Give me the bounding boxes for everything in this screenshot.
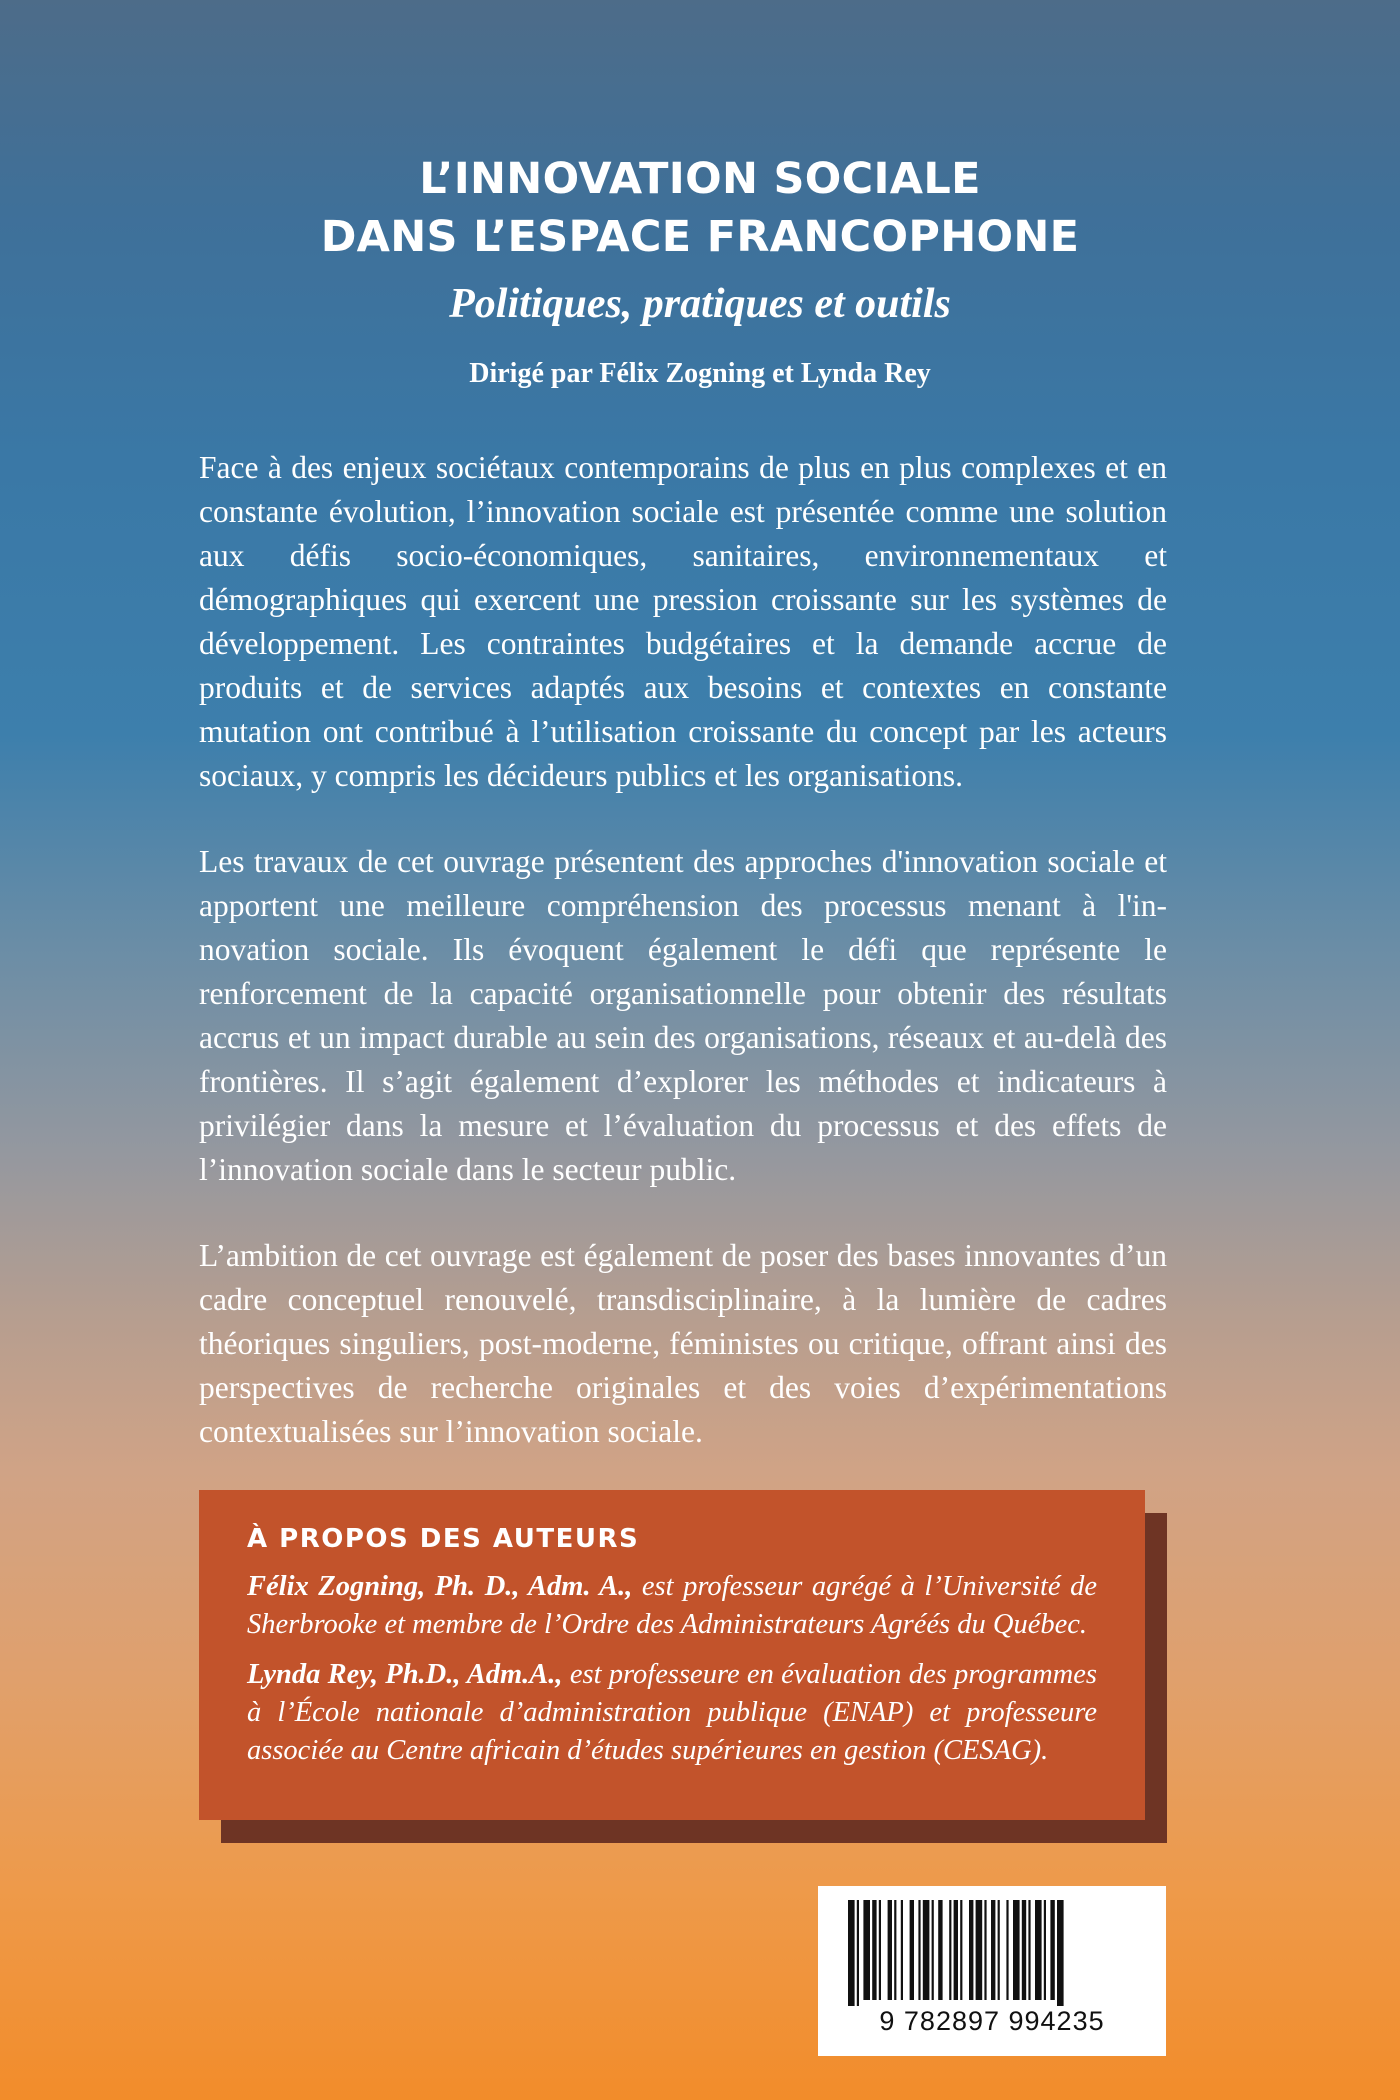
title-line-1: L’INNOVATION SOCIALE [419,154,981,204]
title-line-2: DANS L’ESPACE FRANCOPHONE [320,212,1080,262]
author-2-bio-text: est professeure en évaluation des programmes à l’École nationale d’administration publique (ENAP) et professeure associée au Centre africain d’études supérieures en gestion (CESAG). [247,1659,1097,1766]
book-subtitle: Politiques, pratiques et outils [449,281,951,327]
summary-paragraph-1: Face à des enjeux sociétaux contemporains de plus en plus complexes et en constante évolution, l’innovation sociale est présentée comme une solution aux défis socio-économiques, sanitaires, environnementaux et démographiques qui exercent une pression croissante sur les systèmes de développement. Les contraintes budgétaires et la demande accrue de produits et de services adaptés aux besoins et contextes en constante mutation ont contribué à l’utilisation croissante du concept par les acteurs sociaux, y compris les décideurs publics et les organisations. [199,450,1167,793]
about-heading: À PROPOS DES AUTEURS [247,1524,640,1554]
isbn-number: 9 782897 994235 [879,2006,1105,2036]
author-1-bio-text: est professeur agrégé à l’Université de Sherbrooke et membre de l’Ordre des Administrateurs Agréés du Québec. [247,1571,1097,1640]
about-authors-box [199,1490,1145,1820]
barcode-bars [842,1900,1142,2006]
author-bio-2 [247,1656,1097,1770]
author-1-name: Félix Zogning, Ph. D., Adm. A., [247,1571,633,1602]
barcode [818,1886,1166,2056]
editors-credit: Dirigé par Félix Zogning et Lynda Rey [469,358,931,389]
summary-paragraph-3: L’ambition de cet ouvrage est également de poser des bases innovantes d’un cadre conceptuel renouvelé, transdisciplinaire, à la lumière de cadres théoriques singuliers, post-moderne, féministes ou critique, offrant ainsi des perspectives de recherche originales et des voies d’expérimentations contextualisées sur l’innovation sociale. [199,1238,1167,1449]
summary-paragraph-2: Les travaux de cet ouvrage présentent des approches d'innovation sociale et apportent une meilleure compréhension des processus menant à l'in-novation sociale. Ils évoquent également le défi que représente le renforcement de la capacité organisationnelle pour obtenir des résultats accrus et un impact durable au sein des organisations, réseaux et au-delà des frontières. Il s’agit également d’explorer les méthodes et indicateurs à privilégier dans la mesure et l’évaluation du processus et des effets de l’innovation sociale dans le secteur public. [199,844,1167,1187]
author-bio-1 [247,1568,1097,1644]
book-title [0,150,1400,266]
author-2-name: Lynda Rey, Ph.D., Adm.A., [247,1659,563,1690]
